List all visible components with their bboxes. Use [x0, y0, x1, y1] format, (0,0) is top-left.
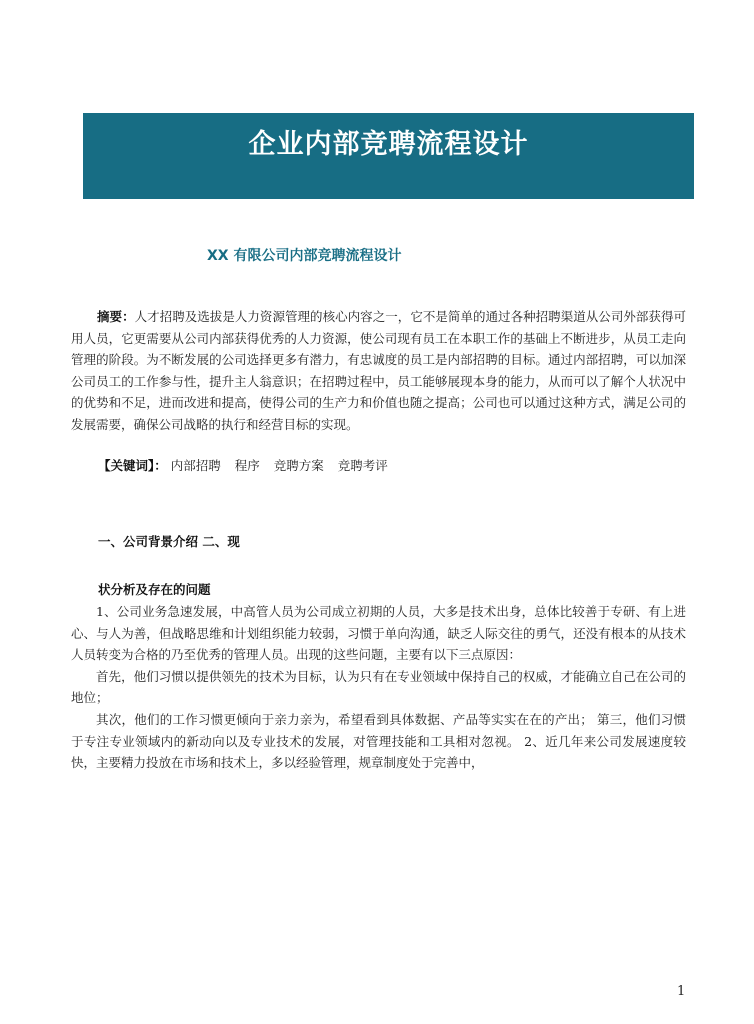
body-paragraph: 1、公司业务急速发展，中高管人员为公司成立初期的人员，大多是技术出身，总体比较善于专研、有上进心、与人为善，但战略思维和计划组织能力较弱，习惯于单向沟通，缺乏人际交往的勇气，还没有根本的从技术人员转变为合格的乃至优秀的管理人员。出现的这些问题，主要有以下三点原因： [71, 604, 686, 663]
document-subtitle: XX 有限公司内部竞聘流程设计 [207, 248, 402, 264]
abstract-label: 摘要： [97, 309, 135, 324]
page-number: 1 [677, 984, 686, 999]
keywords-line [98, 455, 398, 476]
abstract-text: 人才招聘及选拔是人力资源管理的核心内容之一，它不是简单的通过各种招聘渠道从公司外部获得可用人员，它更需要从公司内部获得优秀的人力资源，使公司现有员工在本职工作的基础上不断进步，从员工走向管理的阶段。为不断发展的公司选择更多有潜力，有忠诚度的员工是内部招聘的目标。通过内部招聘，可以加深公司员工的工作参与性，提升主人翁意识；在招聘过程中，员工能够展现本身的能力，从而可以了解个人状况中的优势和不足，进而改进和提高，使得公司的生产力和价值也随之提高；公司也可以通过这种方式，满足公司的发展需要，确保公司战略的执行和经营目标的实现。 [71, 309, 686, 432]
section-heading-background: 一、公司背景介绍 二、现 [98, 534, 240, 549]
body-paragraph: 其次，他们的工作习惯更倾向于亲力亲为，希望看到具体数据、产品等实实在在的产出； 第三，他们习惯于专注专业领域内的新动向以及专业技术的发展，对管理技能和工具相对忽视。 2、近几年来公司发展速度较快，主要精力投放在市场和技术上，多以经验管理，规章制度处于完善中， [71, 711, 686, 771]
keyword-item: 竞聘方案 [273, 458, 324, 473]
analysis-body [71, 601, 686, 774]
section-heading-analysis: 状分析及存在的问题 [98, 582, 211, 597]
abstract-paragraph [71, 306, 686, 436]
body-paragraph: 首先，他们习惯以提供领先的技术为目标，认为只有在专业领域中保持自己的权威，才能确立自己在公司的地位； [71, 668, 686, 706]
keyword-item: 内部招聘 [170, 458, 221, 473]
keyword-item: 程序 [234, 458, 260, 473]
keyword-item: 竞聘考评 [337, 458, 388, 473]
title-banner [83, 113, 694, 199]
document-title: 企业内部竞聘流程设计 [248, 128, 529, 160]
keywords-label: 【关键词】： [98, 458, 167, 473]
